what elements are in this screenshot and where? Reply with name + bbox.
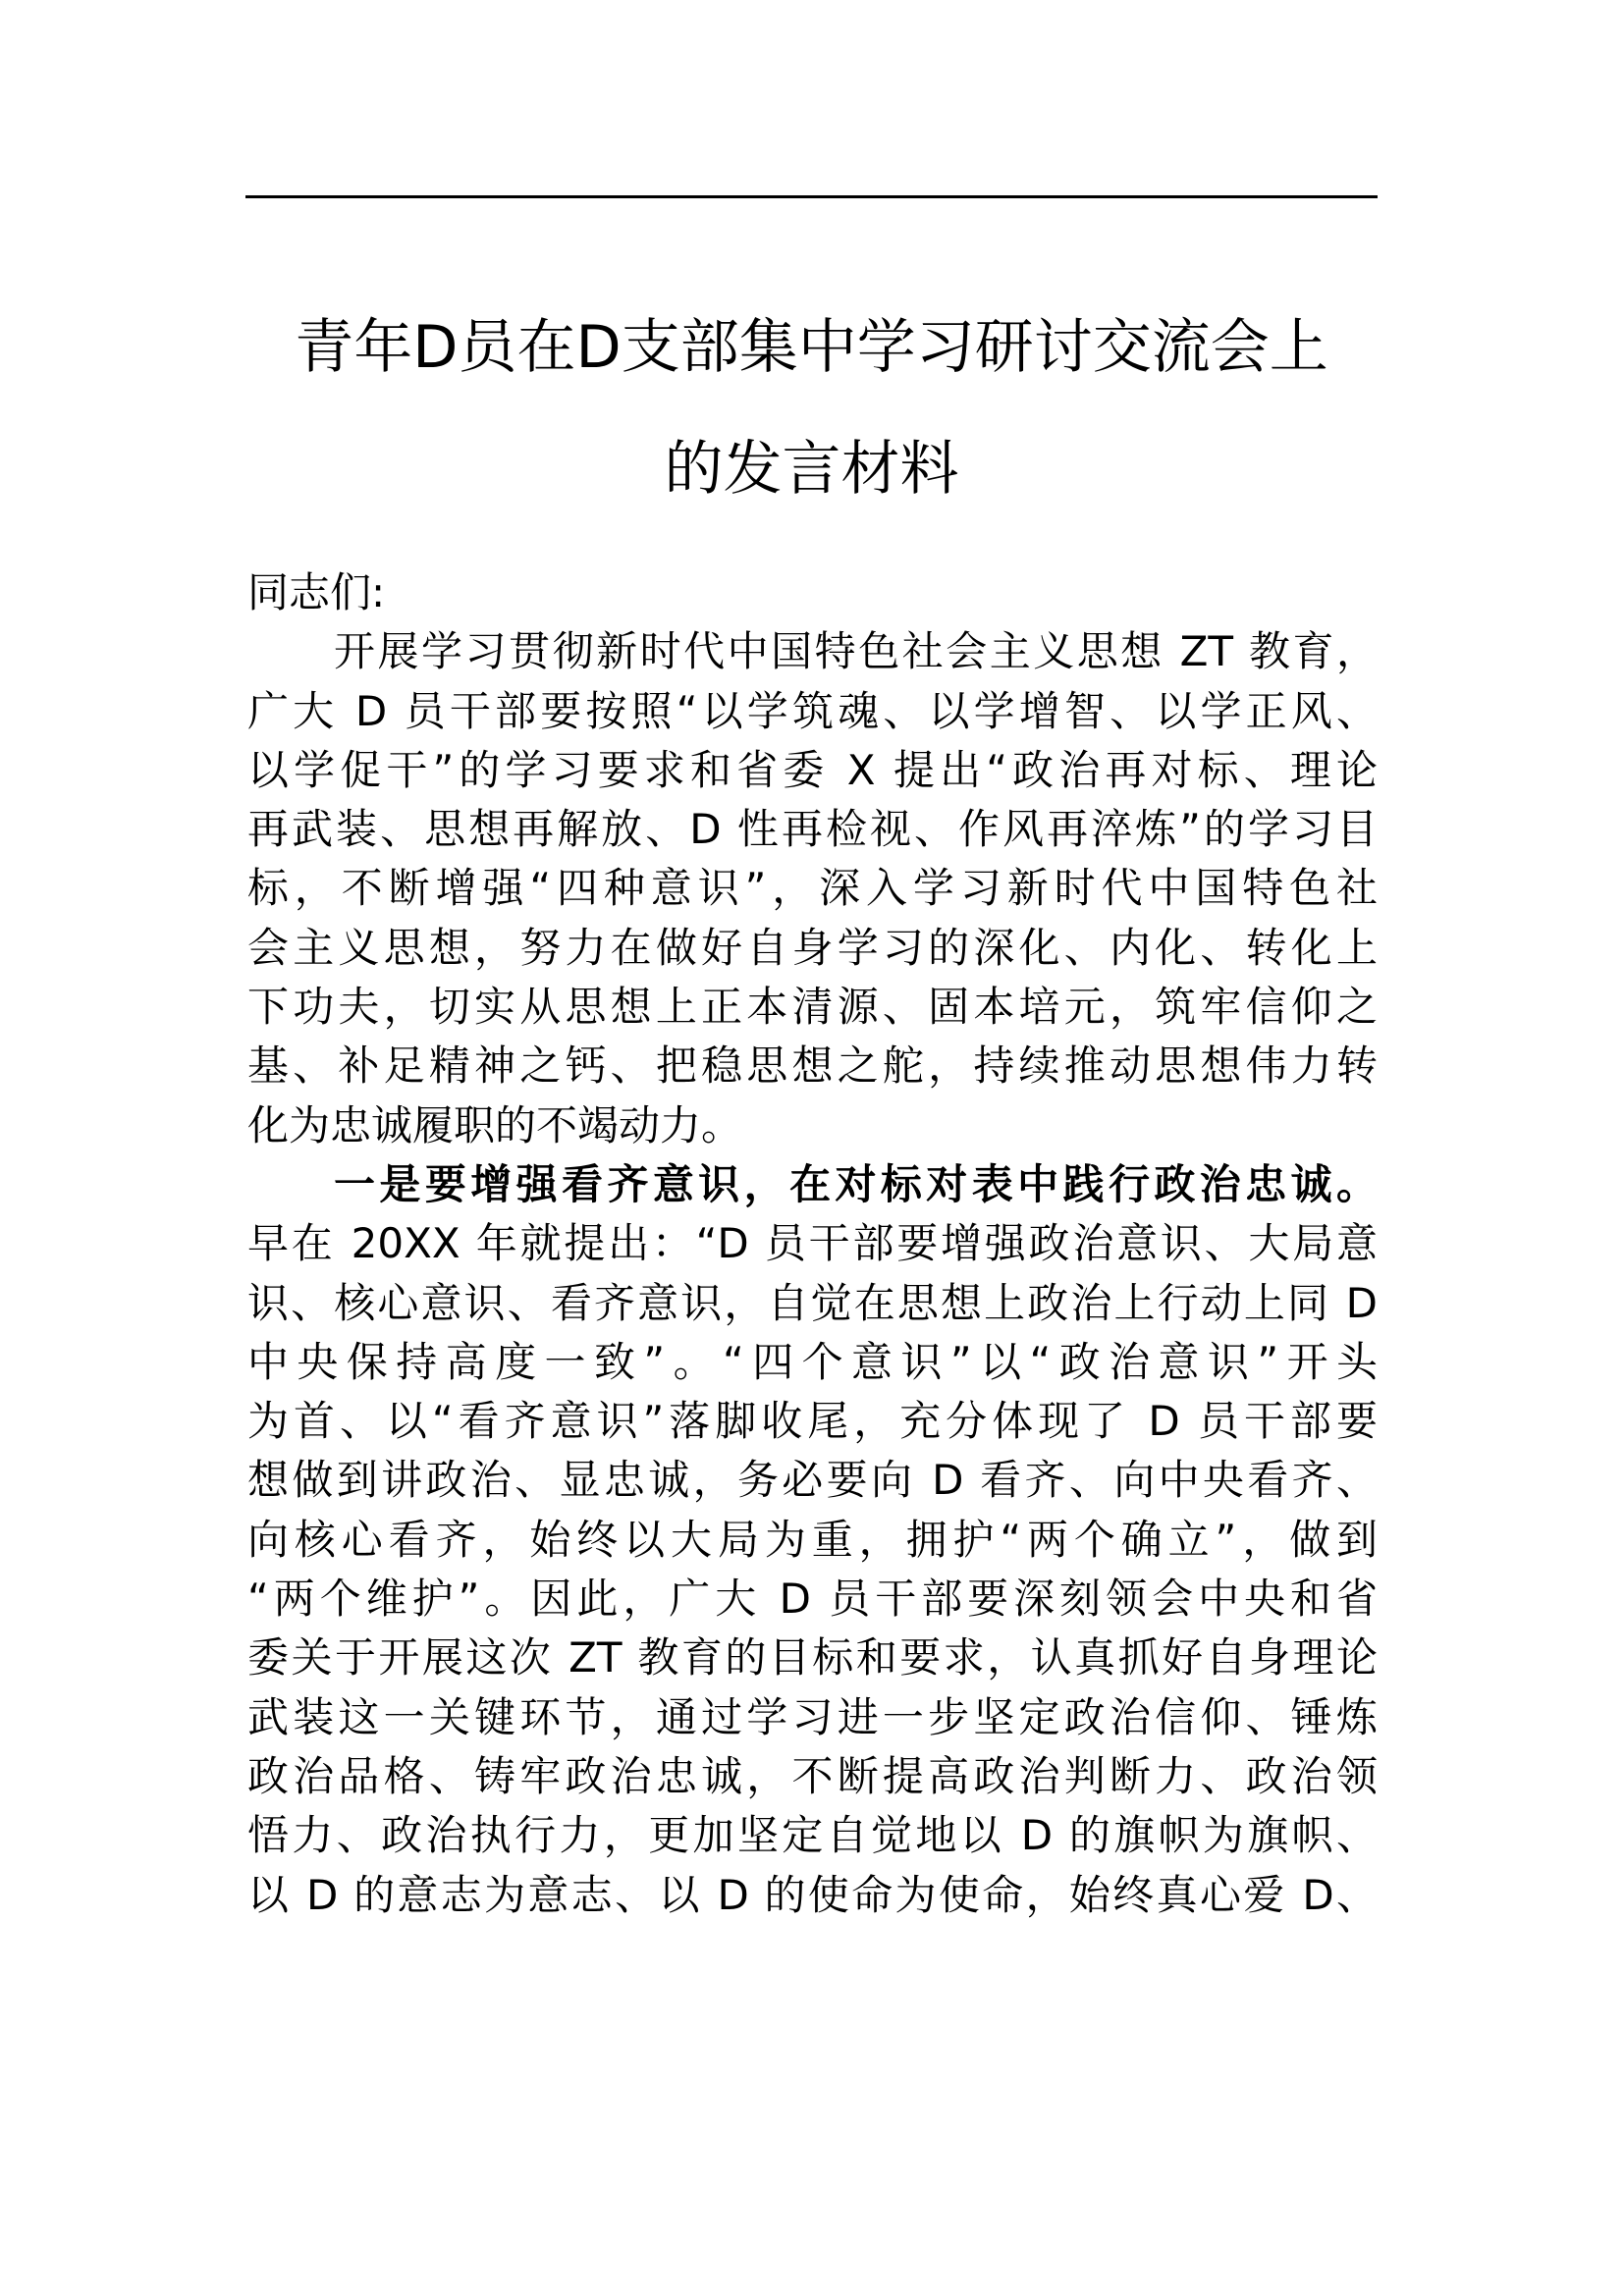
paragraph-line: 化为忠诚履职的不竭动力。 [247, 1100, 743, 1149]
title-line-2: 的发言材料 [664, 435, 959, 504]
section-1-heading: 一是要增强看齐意识，在对标对表中践行政治忠诚。 [334, 1159, 1378, 1208]
paragraph-line: 再武装、思想再解放、D 性再检视、作风再淬炼”的学习目 [247, 805, 1378, 854]
paragraph-line: 中央保持高度一致”。“四个意识”以“政治意识”开头 [247, 1337, 1378, 1386]
paragraph-line: 以学促干”的学习要求和省委 X 提出“政治再对标、理论 [247, 745, 1378, 794]
paragraph-line: 会主义思想，努力在做好自身学习的深化、内化、转化上 [247, 923, 1378, 972]
paragraph-line: 早在 20XX 年就提出：“D 员干部要增强政治意识、大局意 [247, 1219, 1378, 1268]
paragraph-line: 以 D 的意志为意志、以 D 的使命为使命，始终真心爱 D、 [247, 1870, 1378, 1919]
paragraph-line: 识、核心意识、看齐意识，自觉在思想上政治上行动上同 D [247, 1278, 1378, 1327]
paragraph-line: 为首、以“看齐意识”落脚收尾，充分体现了 D 员干部要 [247, 1397, 1378, 1446]
paragraph-line: 武装这一关键环节，通过学习进一步坚定政治信仰、锤炼 [247, 1692, 1378, 1741]
paragraph-line: 向核心看齐，始终以大局为重，拥护“两个确立”，做到 [247, 1515, 1378, 1564]
salutation: 同志们: [247, 568, 386, 616]
header-rule [245, 195, 1378, 198]
paragraph-line: 悟力、政治执行力，更加坚定自觉地以 D 的旗帜为旗帜、 [247, 1811, 1378, 1860]
title-line-1: 青年D员在D支部集中学习研讨交流会上 [295, 313, 1328, 382]
paragraph-line: 标，不断增强“四种意识”，深入学习新时代中国特色社 [247, 864, 1378, 913]
paragraph-2 [247, 1214, 1378, 1925]
paragraph-line: 基、补足精神之钙、把稳思想之舵，持续推动思想伟力转 [247, 1041, 1378, 1091]
paragraph-line: 下功夫，切实从思想上正本清源、固本培元，筑牢信仰之 [247, 983, 1378, 1032]
paragraph-line: 开展学习贯彻新时代中国特色社会主义思想 ZT 教育， [334, 627, 1378, 676]
paragraph-line: 政治品格、铸牢政治忠诚，不断提高政治判断力、政治领 [247, 1751, 1378, 1800]
document-body [247, 563, 1378, 1925]
paragraph-line: “两个维护”。因此，广大 D 员干部要深刻领会中央和省 [247, 1575, 1378, 1624]
paragraph-line: 想做到讲政治、显忠诚，务必要向 D 看齐、向中央看齐、 [247, 1456, 1378, 1505]
paragraph-1 [247, 622, 1378, 1155]
paragraph-line: 委关于开展这次 ZT 教育的目标和要求，认真抓好自身理论 [247, 1633, 1378, 1682]
paragraph-line: 广大 D 员干部要按照“以学筑魂、以学增智、以学正风、 [247, 686, 1378, 735]
document-title [245, 287, 1378, 530]
